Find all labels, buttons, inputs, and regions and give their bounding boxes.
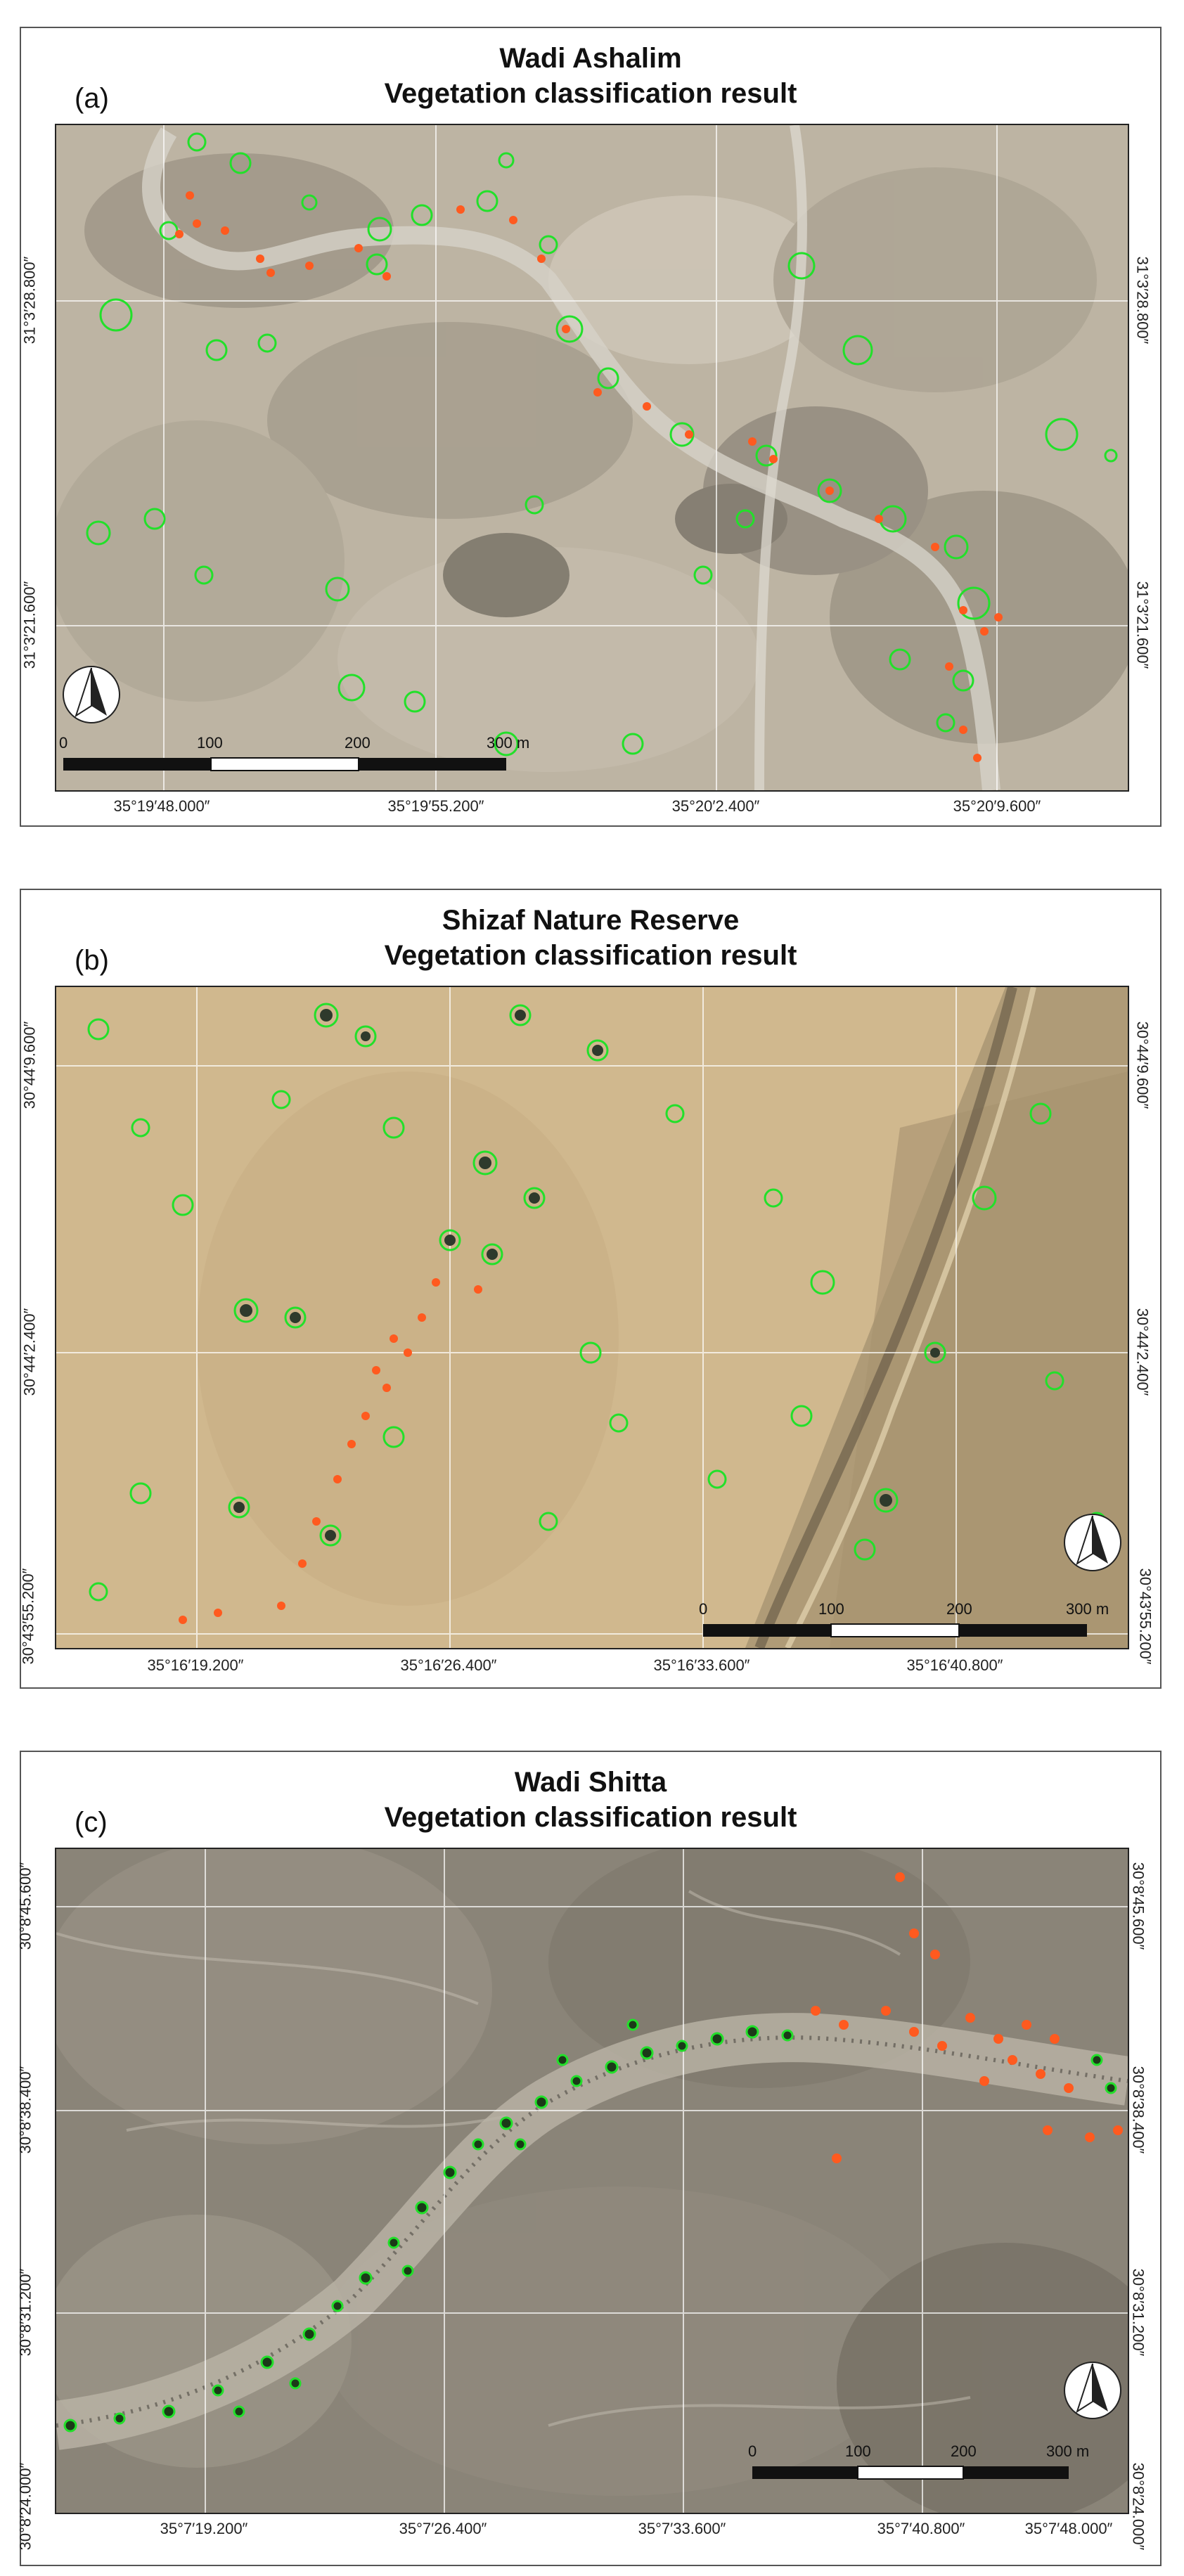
x-tick-label: 35°16′26.400″ (400, 1656, 497, 1674)
site-name: Wadi Ashalim (499, 43, 682, 74)
x-tick-label: 35°7′19.200″ (160, 2520, 248, 2537)
y-tick-left: 30°44′2.400″ (20, 1308, 39, 1396)
panel-c (16, 1751, 1162, 2566)
scale-label-100: 100 (197, 734, 223, 752)
y-tick-right: 30°8′45.600″ (1129, 1862, 1147, 1950)
scale-label-200: 200 (946, 1600, 972, 1618)
panel-a (20, 27, 1162, 827)
y-tick-right: 30°43′55.200″ (1136, 1568, 1154, 1665)
subtitle: Vegetation classification result (384, 940, 797, 971)
y-tick-left: 30°8′24.000″ (16, 2462, 34, 2551)
x-tick-label: 35°7′26.400″ (399, 2520, 487, 2537)
subtitle: Vegetation classification result (384, 78, 797, 109)
y-tick-right: 30°8′38.400″ (1129, 2066, 1147, 2154)
scale-bar (752, 2466, 1069, 2479)
y-tick-left: 31°3′21.600″ (20, 581, 39, 669)
y-tick-right: 31°3′21.600″ (1133, 581, 1152, 669)
scale-label-100: 100 (818, 1600, 844, 1618)
x-tick-label: 35°16′40.800″ (906, 1656, 1003, 1674)
y-tick-right: 30°8′31.200″ (1129, 2268, 1147, 2357)
y-tick-left: 30°8′45.600″ (16, 1862, 34, 1950)
scale-label-200: 200 (951, 2442, 977, 2460)
y-tick-right: 30°44′2.400″ (1133, 1308, 1152, 1396)
panel-title (21, 903, 1160, 973)
x-tick-label: 35°16′19.200″ (147, 1656, 244, 1674)
panel-label: (b) (75, 945, 109, 976)
x-tick-label: 35°7′33.600″ (638, 2520, 726, 2537)
subtitle: Vegetation classification result (384, 1802, 797, 1833)
scale-label-100: 100 (845, 2442, 871, 2460)
scale-label-200: 200 (345, 734, 371, 752)
scale-label-300m: 300 m (1046, 2442, 1090, 2460)
scale-label-300m: 300 m (1066, 1600, 1109, 1618)
y-tick-left: 30°8′31.200″ (16, 2268, 34, 2357)
x-tick-label: 35°7′40.800″ (877, 2520, 965, 2537)
y-tick-left: 30°8′38.400″ (16, 2066, 34, 2154)
y-tick-left: 31°3′28.800″ (20, 256, 39, 344)
y-tick-right: 30°8′24.000″ (1129, 2462, 1147, 2551)
panel-label: (a) (75, 83, 109, 114)
north-arrow-icon (1064, 1514, 1121, 1571)
site-name: Shizaf Nature Reserve (442, 905, 740, 936)
panel-title (21, 1765, 1160, 1835)
scale-label-300m: 300 m (487, 734, 530, 752)
x-tick-label: 35°20′2.400″ (671, 797, 760, 815)
north-arrow-icon (1064, 2362, 1121, 2419)
scale-label-0: 0 (699, 1600, 708, 1618)
y-tick-left: 30°44′9.600″ (20, 1021, 39, 1109)
x-tick-label: 35°7′48.000″ (1024, 2520, 1113, 2537)
y-tick-right: 31°3′28.800″ (1133, 256, 1152, 344)
site-name: Wadi Shitta (514, 1767, 667, 1798)
x-tick-label: 35°16′33.600″ (653, 1656, 750, 1674)
y-tick-right: 30°44′9.600″ (1133, 1021, 1152, 1109)
north-arrow-icon (63, 666, 120, 723)
x-tick-label: 35°19′55.200″ (387, 797, 484, 815)
x-tick-label: 35°19′48.000″ (113, 797, 210, 815)
panel-label: (c) (75, 1807, 108, 1838)
x-tick-label: 35°20′9.600″ (953, 797, 1041, 815)
scale-bar (63, 758, 506, 771)
panel-title (21, 41, 1160, 111)
panel-b (20, 889, 1162, 1689)
map-c[interactable] (55, 1848, 1129, 2514)
scale-label-0: 0 (748, 2442, 757, 2460)
y-tick-left: 30°43′55.200″ (19, 1568, 37, 1665)
map-a[interactable] (55, 124, 1129, 792)
map-b[interactable] (55, 986, 1129, 1649)
scale-bar (703, 1624, 1087, 1637)
scale-label-0: 0 (59, 734, 68, 752)
